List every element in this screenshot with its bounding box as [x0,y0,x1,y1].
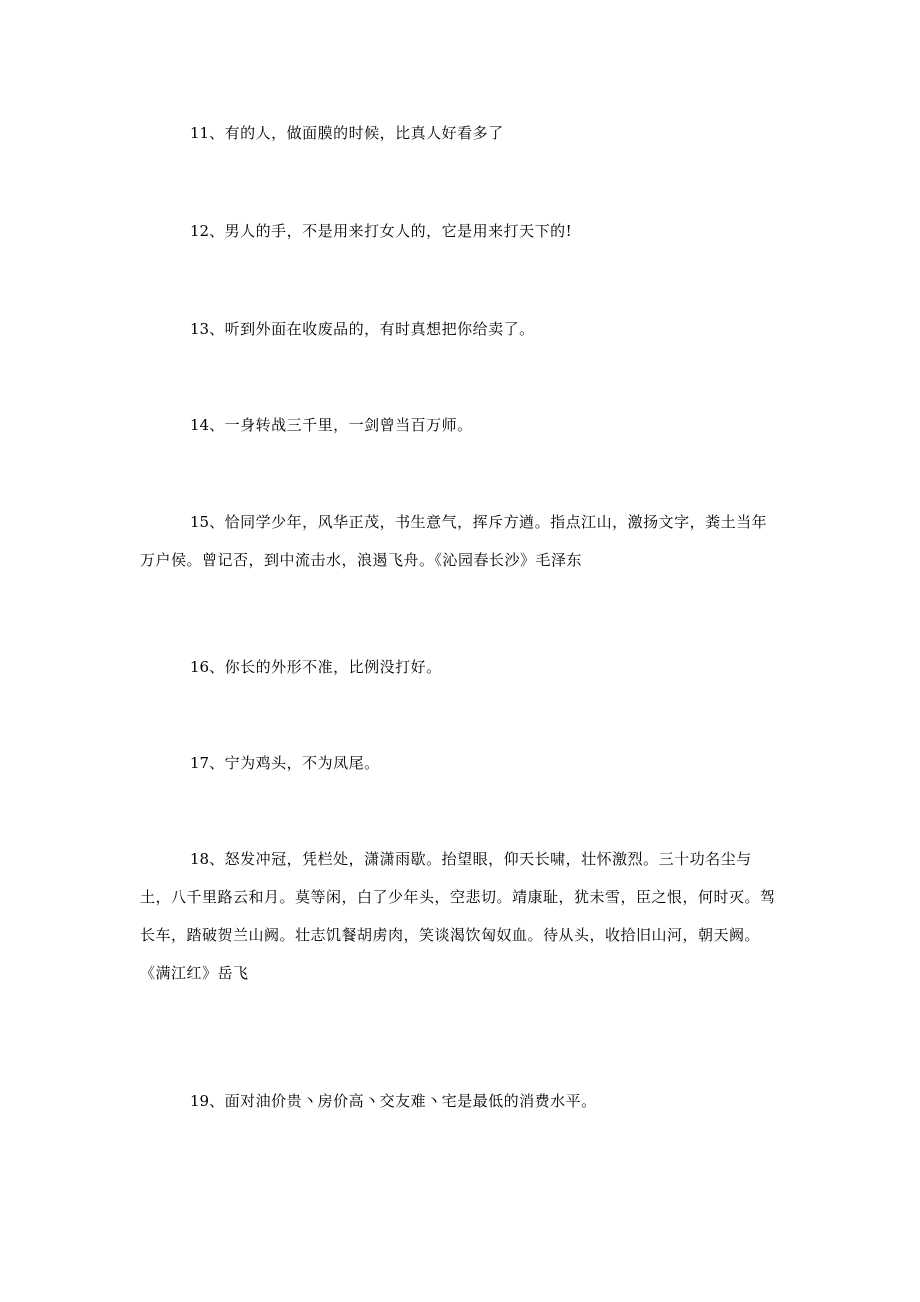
item-text: 、恰同学少年，风华正茂，书生意气，挥斥方遒。指点江山，激扬文字，粪土当年万户侯。曾记否，到中流击水，浪遏飞舟。《沁园春长沙》毛泽东 [140,513,768,569]
list-item [140,114,780,152]
item-number: 13 [190,320,210,338]
item-number: 19 [190,1092,210,1110]
item-text: 、你长的外形不准，比例没打好。 [209,658,442,676]
item-text: 、听到外面在收废品的，有时真想把你给卖了。 [209,320,535,338]
list-item [140,744,780,782]
item-text: 、怒发冲冠，凭栏处，潇潇雨歇。抬望眼，仰天长啸，壮怀激烈。三十功名尘与土，八千里路云和月。莫等闲，白了少年头，空悲切。靖康耻，犹未雪，臣之恨，何时灭。驾长车，踏破贺兰山阙。壮志饥餐胡虏肉，笑谈渴饮匈奴血。待从头，收拾旧山河，朝天阙。《满江红》岳飞 [140,850,776,982]
item-number: 16 [190,658,210,676]
item-number: 14 [190,416,210,434]
list-item [140,406,780,444]
list-item [140,840,780,992]
item-text: 、男人的手，不是用来打女人的，它是用来打天下的! [209,222,573,240]
list-item [140,310,780,348]
item-number: 17 [190,754,210,772]
item-number: 12 [190,222,210,240]
item-number: 11 [190,124,210,142]
item-number: 15 [190,513,210,531]
item-number: 18 [190,850,210,868]
list-item [140,503,780,579]
list-item [140,1082,780,1120]
item-text: 、一身转战三千里，一剑曾当百万师。 [209,416,473,434]
item-text: 、面对油价贵丶房价高丶交友难丶宅是最低的消费水平。 [209,1092,597,1110]
list-item [140,648,780,686]
list-item [140,212,780,250]
item-text: 、宁为鸡头，不为凤尾。 [209,754,380,772]
item-text: 、有的人，做面膜的时候，比真人好看多了 [209,124,504,142]
